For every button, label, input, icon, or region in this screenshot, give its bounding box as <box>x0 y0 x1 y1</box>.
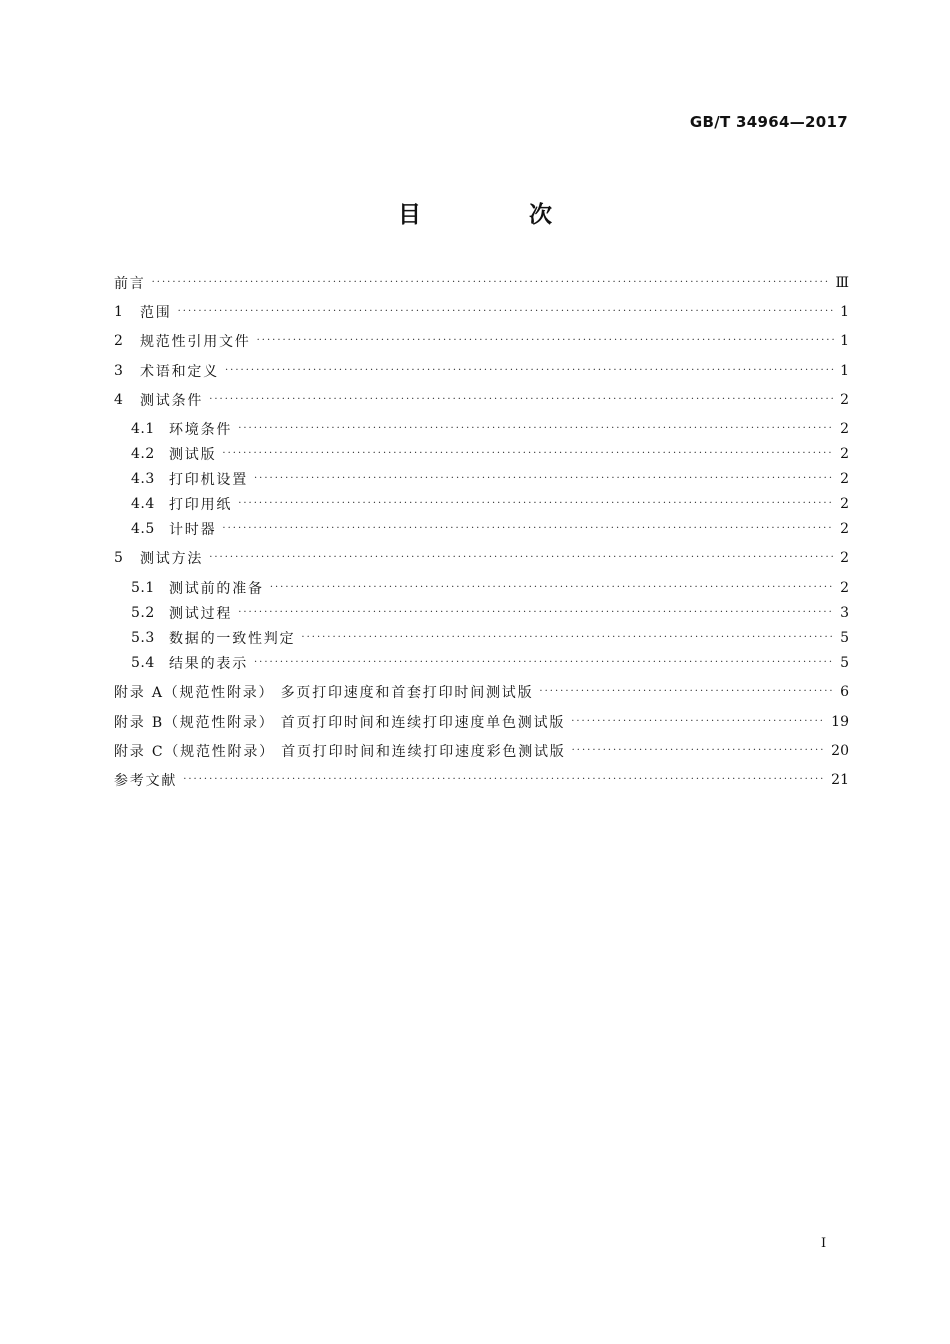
toc-entry-page: 1 <box>840 304 849 320</box>
toc-entry-title: 数据的一致性判定 <box>169 631 296 647</box>
toc-entry-page: 2 <box>840 421 849 437</box>
toc-entry-title: 环境条件 <box>169 422 233 438</box>
toc-entry-number: 4 <box>114 392 124 408</box>
page-number: I <box>821 1236 827 1251</box>
toc-entry-title: 附录 B（规范性附录） 首页打印时间和连续打印速度单色测试版 <box>114 715 566 731</box>
toc-dot-leader <box>270 581 834 595</box>
toc-entry[interactable] <box>114 679 849 705</box>
toc-entry-number: 1 <box>114 304 124 320</box>
toc-entry-page: 1 <box>840 363 849 379</box>
toc-entry[interactable] <box>131 650 849 676</box>
toc-entry[interactable] <box>114 387 849 413</box>
toc-entry-number: 4.4 <box>131 496 155 512</box>
toc-entry-page: 5 <box>840 655 849 671</box>
toc-entry-page: 19 <box>831 714 849 730</box>
toc-dot-leader <box>238 422 834 436</box>
toc-entry-number: 5.4 <box>131 655 155 671</box>
toc-entry-title: 计时器 <box>169 522 217 538</box>
toc-entry-page: 20 <box>831 743 849 759</box>
toc-entry-page: 6 <box>840 684 849 700</box>
toc-entry-number: 4.2 <box>131 446 155 462</box>
toc-dot-leader <box>178 305 834 319</box>
toc-entry-page: 21 <box>831 772 849 788</box>
toc-entry[interactable] <box>114 328 849 354</box>
toc-entry-page: 1 <box>840 333 849 349</box>
toc-dot-leader <box>152 276 830 290</box>
toc-entry-title: 前言 <box>114 276 146 292</box>
toc-entry[interactable] <box>131 466 849 492</box>
toc-entry[interactable] <box>114 270 849 296</box>
toc-entry-number: 5.2 <box>131 605 155 621</box>
toc-entry[interactable] <box>114 358 849 384</box>
toc-entry-title: 术语和定义 <box>140 364 219 380</box>
toc-entry-page: 3 <box>840 605 849 621</box>
toc-entry-number: 5.3 <box>131 630 155 646</box>
toc-entry[interactable] <box>131 416 849 442</box>
toc-dot-leader <box>238 606 834 620</box>
toc-entry-page: Ⅲ <box>835 275 849 291</box>
toc-entry-title: 测试版 <box>169 447 217 463</box>
toc-entry-title: 打印用纸 <box>169 497 233 513</box>
toc-entry-title: 规范性引用文件 <box>140 334 251 350</box>
toc-dot-leader <box>571 715 825 729</box>
toc-entry[interactable] <box>114 738 849 764</box>
toc-dot-leader <box>209 551 834 565</box>
toc-entry-page: 2 <box>840 446 849 462</box>
toc-dot-leader <box>225 364 834 378</box>
toc-entry-page: 5 <box>840 630 849 646</box>
toc-dot-leader <box>539 685 834 699</box>
toc-entry-title: 范围 <box>140 305 172 321</box>
toc-entry[interactable] <box>131 600 849 626</box>
toc-entry[interactable] <box>131 625 849 651</box>
toc-dot-leader <box>257 334 834 348</box>
toc-entry-title: 附录 C（规范性附录） 首页打印时间和连续打印速度彩色测试版 <box>114 744 566 760</box>
toc-dot-leader <box>209 393 834 407</box>
toc-entry[interactable] <box>114 545 849 571</box>
toc-entry-number: 3 <box>114 363 124 379</box>
toc-dot-leader <box>254 656 834 670</box>
toc-entry-page: 2 <box>840 521 849 537</box>
toc-entry-title: 结果的表示 <box>169 656 248 672</box>
toc-entry-title: 测试方法 <box>140 551 204 567</box>
toc-entry[interactable] <box>131 491 849 517</box>
toc-dot-leader <box>222 522 834 536</box>
toc-entry-title: 打印机设置 <box>169 472 248 488</box>
toc-entry[interactable] <box>131 441 849 467</box>
toc-dot-leader <box>254 472 834 486</box>
toc-entry-number: 2 <box>114 333 124 349</box>
standard-code: GB/T 34964—2017 <box>689 113 848 131</box>
toc-entry[interactable] <box>114 709 849 735</box>
toc-dot-leader <box>238 497 834 511</box>
toc-entry-number: 4.3 <box>131 471 155 487</box>
toc-dot-leader <box>301 631 834 645</box>
toc-entry-number: 5 <box>114 550 124 566</box>
toc-entry-title: 测试过程 <box>169 606 233 622</box>
toc-dot-leader <box>572 744 826 758</box>
toc-entry-title: 测试条件 <box>140 393 204 409</box>
toc-entry-page: 2 <box>840 392 849 408</box>
toc-entry[interactable] <box>114 767 849 793</box>
toc-entry-number: 4.5 <box>131 521 155 537</box>
toc-entry[interactable] <box>114 299 849 325</box>
toc-entry[interactable] <box>131 516 849 542</box>
toc-entry-page: 2 <box>840 496 849 512</box>
toc-entry[interactable] <box>131 575 849 601</box>
toc-entry-number: 4.1 <box>131 421 155 437</box>
toc-entry-page: 2 <box>840 580 849 596</box>
toc-entry-title: 参考文献 <box>114 773 178 789</box>
toc-entry-page: 2 <box>840 550 849 566</box>
toc-entry-page: 2 <box>840 471 849 487</box>
toc-entry-title: 附录 A（规范性附录） 多页打印速度和首套打印时间测试版 <box>114 685 534 701</box>
toc-entry-title: 测试前的准备 <box>169 581 264 597</box>
toc-title: 目 次 <box>397 202 602 228</box>
toc-dot-leader <box>222 447 834 461</box>
toc-entry-number: 5.1 <box>131 580 155 596</box>
toc-dot-leader <box>183 773 825 787</box>
